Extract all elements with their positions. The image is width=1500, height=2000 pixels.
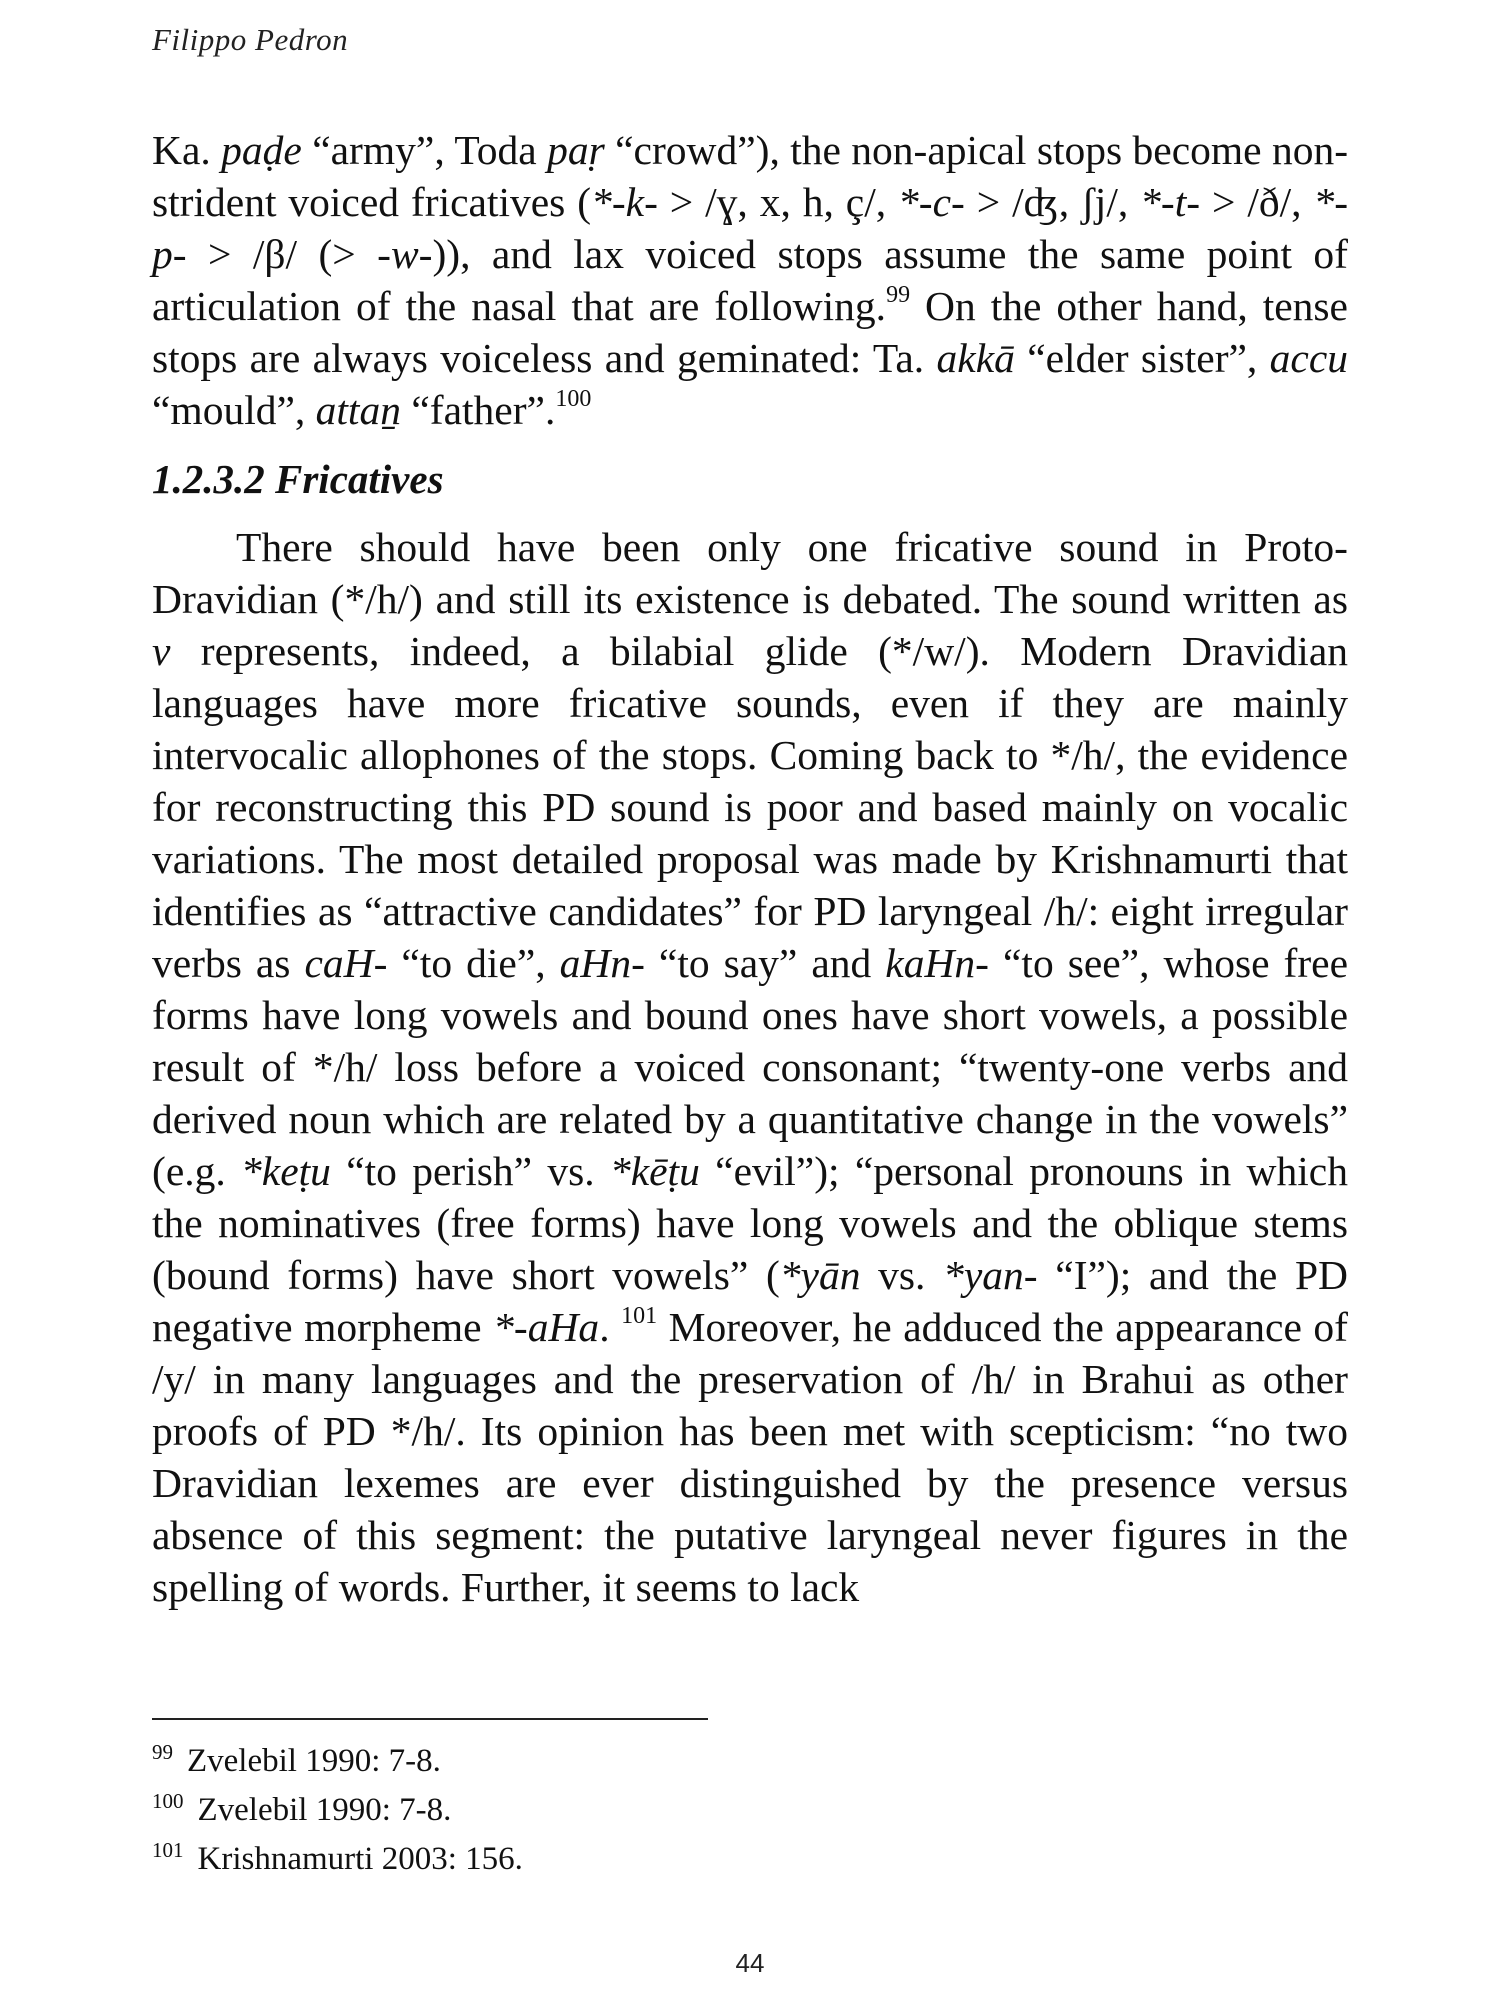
italic-term: akkā xyxy=(936,335,1015,381)
footnote-100 xyxy=(152,1787,1252,1836)
body-text xyxy=(152,124,1348,1613)
paragraph-fricatives: There should have been only one fricative sound in Proto-Dravidian (*/h/) and still its existence is debated. The sound written as v represents, indeed, a bilabial glide (*/w/). Modern Dravidian languages have more fricative sounds, even if they are mainly intervocalic allophones of the stops. Coming back to */h/, the evidence for reconstructing this PD sound is poor and based mainly on vocalic variations. The most detailed proposal was made by Krishnamurti that identifies as “attractive candidates” for PD laryngeal /h/: eight irregular verbs as caH- “to die”, aHn- “to say” and kaHn- “to see”, whose free forms have long vowels and bound ones have short vowels, a possible result of */h/ loss before a voiced consonant; “twenty-one verbs and derived noun which are related by a quantitative change in the vowels” (e.g. *keṭu “to perish” vs. *kēṭu “evil”); “personal pronouns in which the nominatives (free forms) have long vowels and the oblique stems (bound forms) have short vowels” (*yān vs. *yan- “I”); and the PD negative morpheme *-aHa. $^{101}$ Moreover, he adduced the appearance of /y/ in many languages and the preservation of /h/ in Brahui as other proofs of PD */h/. Its opinion has been met with scepticism: “no two Dravidian lexemes are ever distinguished by the presence versus absence of this segment: the putative laryngeal never figures in the spelling of words. Further, it seems to lack xyxy=(152,524,1348,1610)
footnote-101 xyxy=(152,1836,1252,1885)
italic-term: paḍe xyxy=(221,127,302,173)
italic-term: *-c- xyxy=(898,179,965,225)
italic-term: *yan- xyxy=(943,1252,1038,1298)
footnote-divider xyxy=(152,1718,708,1720)
italic-term: *-k- xyxy=(591,179,658,225)
footnote-marker[interactable]: 101 xyxy=(621,1303,658,1330)
running-head: Filippo Pedron xyxy=(152,22,349,57)
italic-term: *-p- xyxy=(152,179,1349,277)
italic-term: v xyxy=(152,628,171,674)
italic-term: *yān xyxy=(779,1252,861,1298)
footnote-number: 101 xyxy=(152,1838,184,1862)
paragraph-continuation: Ka. paḍe “army”, Toda paṛ “crowd”), the non-apical stops become non-strident voiced fricatives (*-k- > /ɣ, x, h, ç/, *-c- > /ʤ, ʃj/, *-t- > /ð/, *-p- > /β/ (> -w-)), and lax voiced stops assume the same point of articulation of the nasal that are following.$^{99}$ On the other hand, tense stops are always voiceless and geminated: Ta. akkā “elder sister”, accu “mould”, attaṉ “father”.$^{100}$ xyxy=(152,127,1349,433)
footnote-number: 99 xyxy=(152,1740,173,1764)
footnote-marker[interactable]: 99 xyxy=(886,282,911,309)
italic-term: *kēṭu xyxy=(609,1148,700,1194)
footnote-99 xyxy=(152,1738,1252,1787)
footnote-marker[interactable]: 100 xyxy=(555,386,592,413)
footnote-text: Zvelebil 1990: 7-8. xyxy=(187,1743,441,1779)
italic-term: caH- xyxy=(304,940,388,986)
page-number: 44 xyxy=(735,1948,765,1978)
italic-term: *keṭu xyxy=(241,1148,331,1194)
footnote-text: Krishnamurti 2003: 156. xyxy=(197,1841,523,1877)
footnotes xyxy=(152,1738,1252,1885)
italic-term: aHn- xyxy=(559,940,645,986)
italic-term: *-t- xyxy=(1140,179,1201,225)
italic-term: paṛ xyxy=(547,127,605,173)
italic-term: *-aHa xyxy=(493,1304,600,1350)
footnote-number: 100 xyxy=(152,1789,184,1813)
section-heading: 1.2.3.2 Fricatives xyxy=(152,456,444,502)
italic-term: -w- xyxy=(377,231,433,277)
italic-term: accu xyxy=(1269,335,1348,381)
italic-term: attaṉ xyxy=(315,387,401,433)
italic-term: kaHn- xyxy=(885,940,989,986)
footnote-text: Zvelebil 1990: 7-8. xyxy=(197,1792,452,1828)
